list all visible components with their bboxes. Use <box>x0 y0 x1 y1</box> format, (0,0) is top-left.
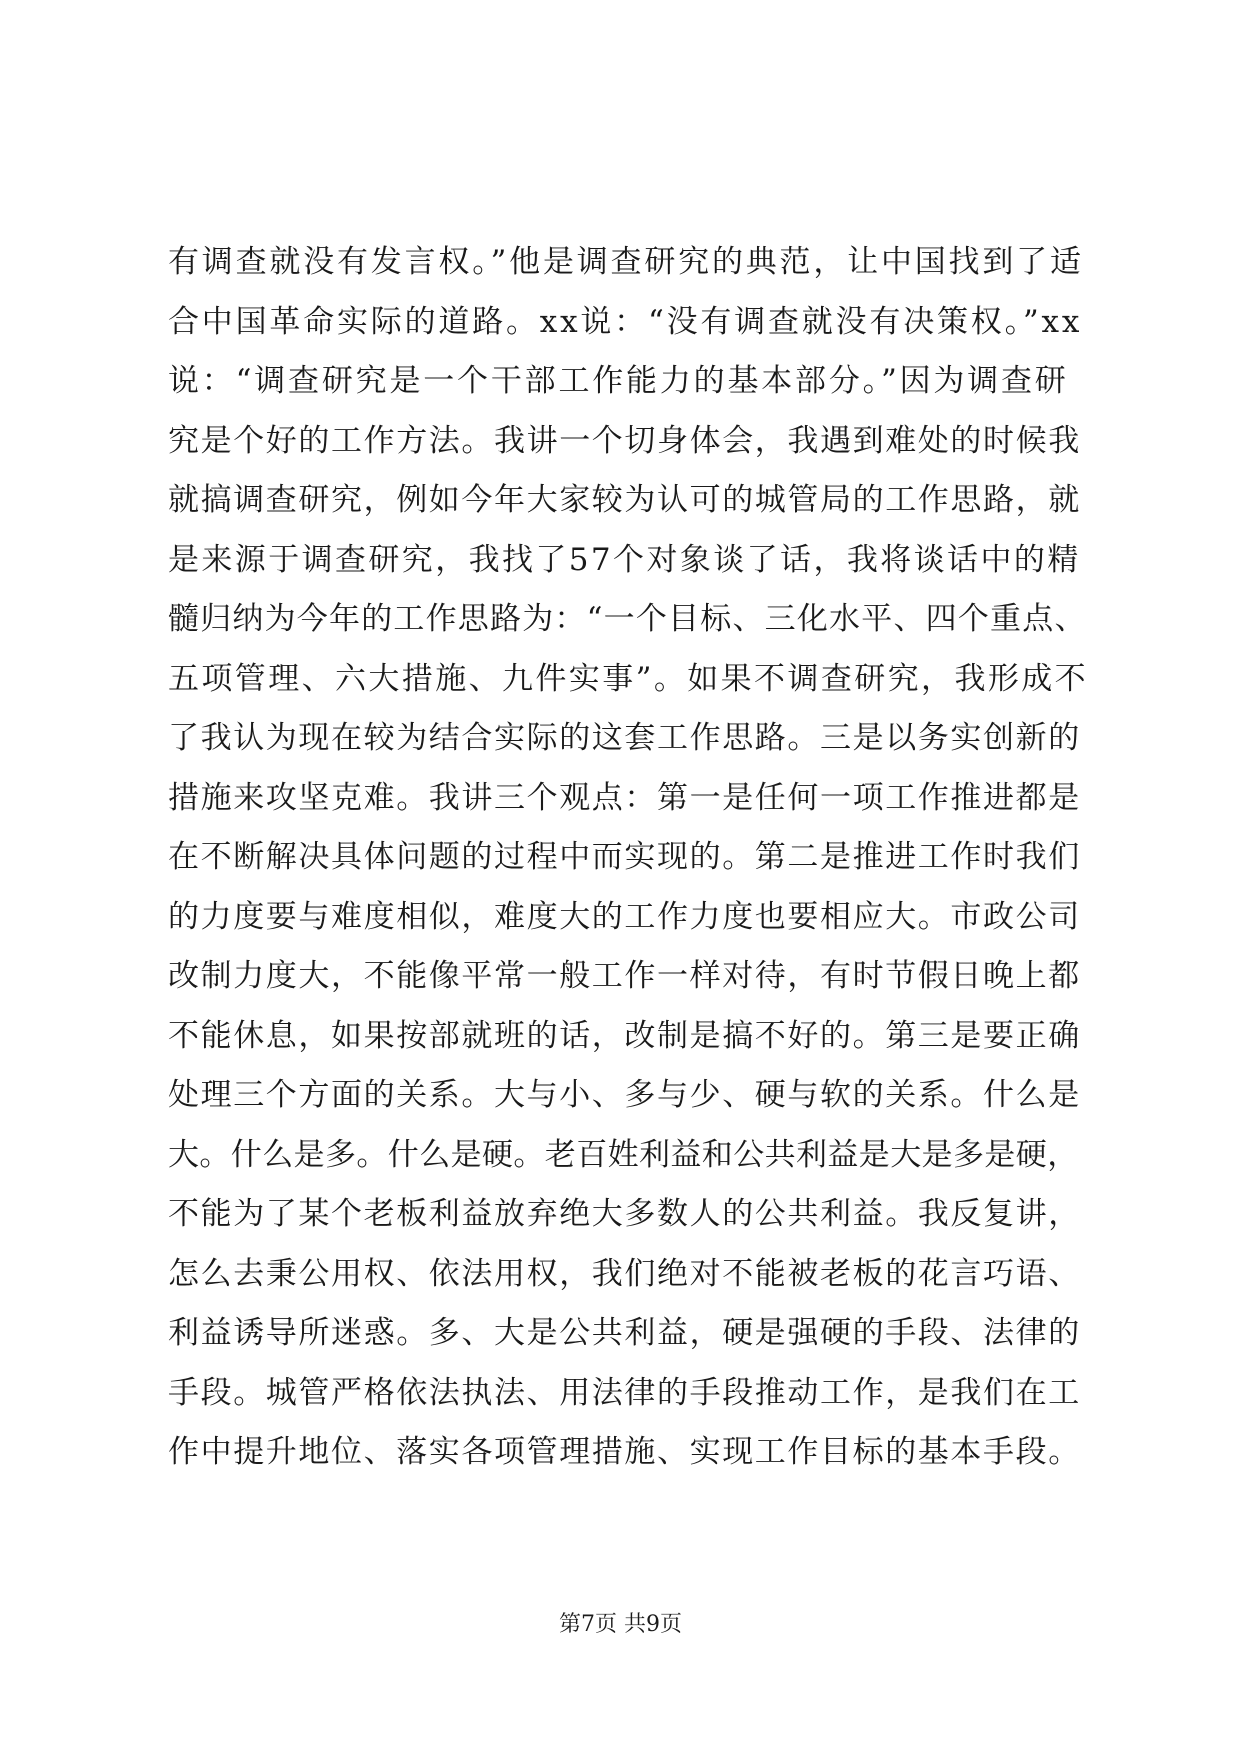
text-line: 不能为了某个老板利益放弃绝大多数人的公共利益。我反复讲， <box>168 1196 1081 1232</box>
text-line: 合中国革命实际的道路。xx说：“没有调查就没有决策权。”xx <box>168 303 1083 340</box>
text-line: 不能休息，如果按部就班的话，改制是搞不好的。第三是要正确 <box>168 1017 1081 1054</box>
text-line: 处理三个方面的关系。大与小、多与少、硬与软的关系。什么是 <box>168 1077 1081 1113</box>
text-line: 作中提升地位、落实各项管理措施、实现工作目标的基本手段。 <box>168 1434 1081 1470</box>
text-line: 手段。城管严格依法执法、用法律的手段推动工作，是我们在工 <box>168 1374 1081 1411</box>
text-line: 措施来攻坚克难。我讲三个观点：第一是任何一项工作推进都是 <box>168 779 1081 816</box>
text-line: 有调查就没有发言权。”他是调查研究的典范，让中国找到了适 <box>168 244 1084 280</box>
text-line: 大。什么是多。什么是硬。老百姓利益和公共利益是大是多是硬， <box>168 1136 1079 1173</box>
text-line: 说：“调查研究是一个干部工作能力的基本部分。”因为调查研 <box>168 363 1069 399</box>
text-line: 了我认为现在较为结合实际的这套工作思路。三是以务实创新的 <box>168 720 1081 756</box>
text-line: 究是个好的工作方法。我讲一个切身体会，我遇到难处的时候我 <box>168 422 1081 459</box>
text-line: 就搞调查研究，例如今年大家较为认可的城管局的工作思路，就 <box>168 482 1081 518</box>
text-line: 髓归纳为今年的工作思路为：“一个目标、三化水平、四个重点、 <box>168 601 1087 637</box>
body-text <box>168 233 1088 1483</box>
text-line: 是来源于调查研究，我找了57个对象谈了话，我将谈话中的精 <box>168 541 1081 578</box>
page-number-footer: 第7页 共9页 <box>559 1612 682 1637</box>
text-line: 怎么去秉公用权、依法用权，我们绝对不能被老板的花言巧语、 <box>168 1255 1081 1292</box>
text-line: 五项管理、六大措施、九件实事”。如果不调查研究，我形成不 <box>168 660 1089 697</box>
text-line: 的力度要与难度相似，难度大的工作力度也要相应大。市政公司 <box>168 898 1081 935</box>
text-line: 利益诱导所迷惑。多、大是公共利益，硬是强硬的手段、法律的 <box>168 1315 1081 1351</box>
text-line: 在不断解决具体问题的过程中而实现的。第二是推进工作时我们 <box>168 839 1081 875</box>
text-line: 改制力度大，不能像平常一般工作一样对待，有时节假日晚上都 <box>168 958 1081 994</box>
